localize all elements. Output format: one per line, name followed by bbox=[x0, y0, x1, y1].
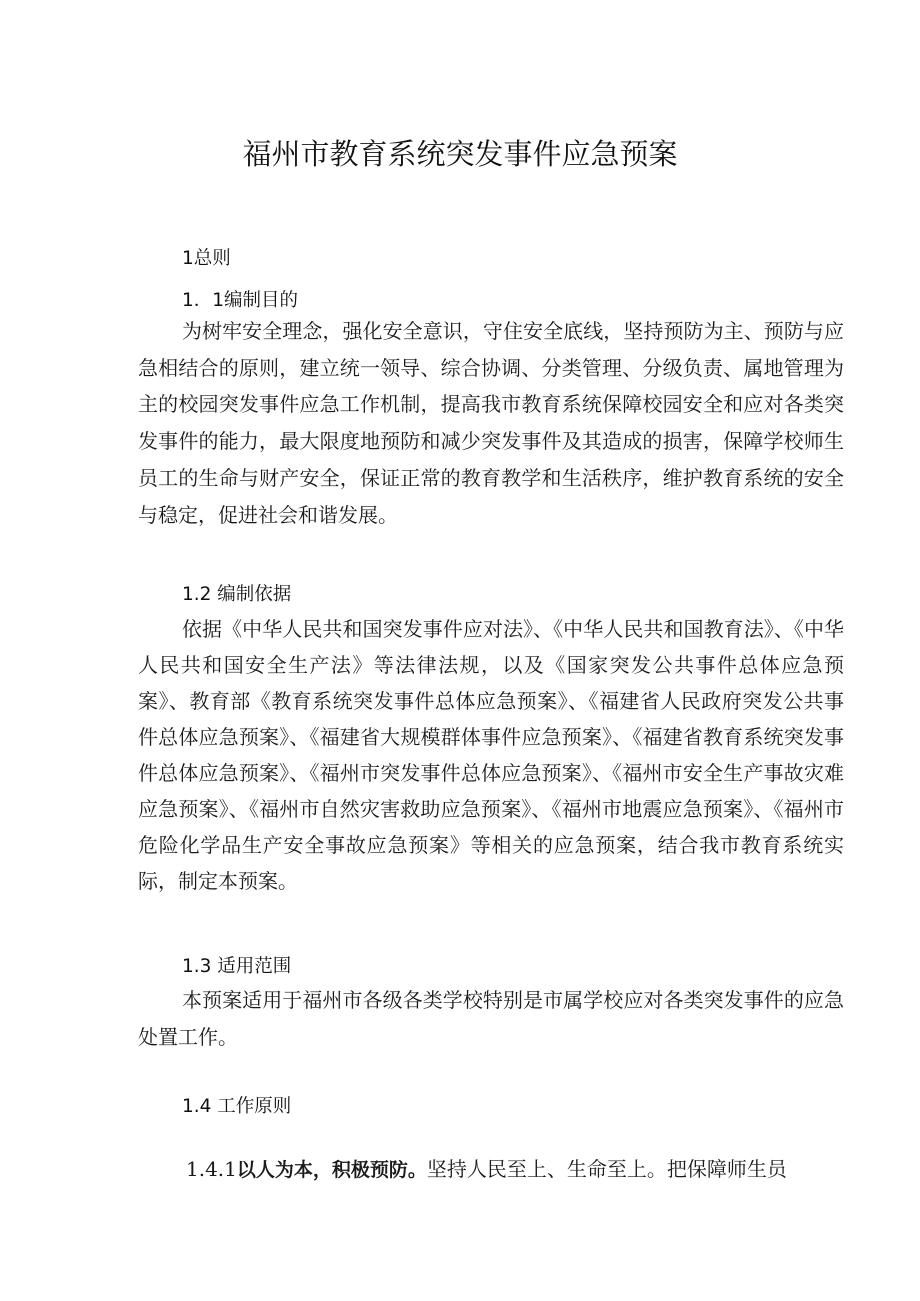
section-1-4-1-lead: 以人为本，积极预防。 bbox=[236, 1159, 427, 1181]
section-1-1-paragraph: 为树牢安全理念，强化安全意识，守住安全底线，坚持预防为主、预防与应急相结合的原则，建立统一领导、综合协调、分类管理、分级负责、属地管理为主的校园突发事件应急工作机制，提高我市教育系统保障校园安全和应对各类突发事件的能力，最大限度地预防和减少突发事件及其造成的损害，保障学校师生员工的生命与财产安全，保证正常的教育教学和生活秩序，维护教育系统的安全与稳定，促进社会和谐发展。 bbox=[138, 319, 844, 527]
section-1-4-1-line bbox=[186, 1153, 787, 1182]
section-1-3-paragraph: 本预案适用于福州市各级各类学校特别是市属学校应对各类突发事件的应急处置工作。 bbox=[138, 988, 844, 1049]
section-1-4-heading: 1.4 工作原则 bbox=[182, 1096, 292, 1117]
section-1-2-heading: 1.2 编制依据 bbox=[182, 584, 292, 605]
section-1-heading: 1总则 bbox=[182, 248, 231, 269]
document-title: 福州市教育系统突发事件应急预案 bbox=[242, 137, 678, 171]
section-1-4-1-number: 1.4.1 bbox=[186, 1157, 237, 1181]
section-1-1-heading: 1．1编制目的 bbox=[182, 290, 299, 311]
section-1-2-paragraph: 依据《中华人民共和国突发事件应对法》、《中华人民共和国教育法》、《中华人民共和国安全生产法》等法律法规，以及《国家突发公共事件总体应急预案》、教育部《教育系统突发事件总体应急预案》、《福建省人民政府突发公共事件总体应急预案》、《福建省大规模群体事件应急预案》、《福建省教育系统突发事件总体应急预案》、《福州市突发事件总体应急预案》、《福州市安全生产事故灾难应急预案》、《福州市自然灾害救助应急预案》、《福州市地震应急预案》、《福州市危险化学品生产安全事故应急预案》等相关的应急预案，结合我市教育系统实际，制定本预案。 bbox=[138, 617, 844, 893]
section-1-3-heading: 1.3 适用范围 bbox=[182, 956, 292, 977]
section-1-4-1-text: 坚持人民至上、生命至上。把保障师生员 bbox=[426, 1157, 787, 1181]
